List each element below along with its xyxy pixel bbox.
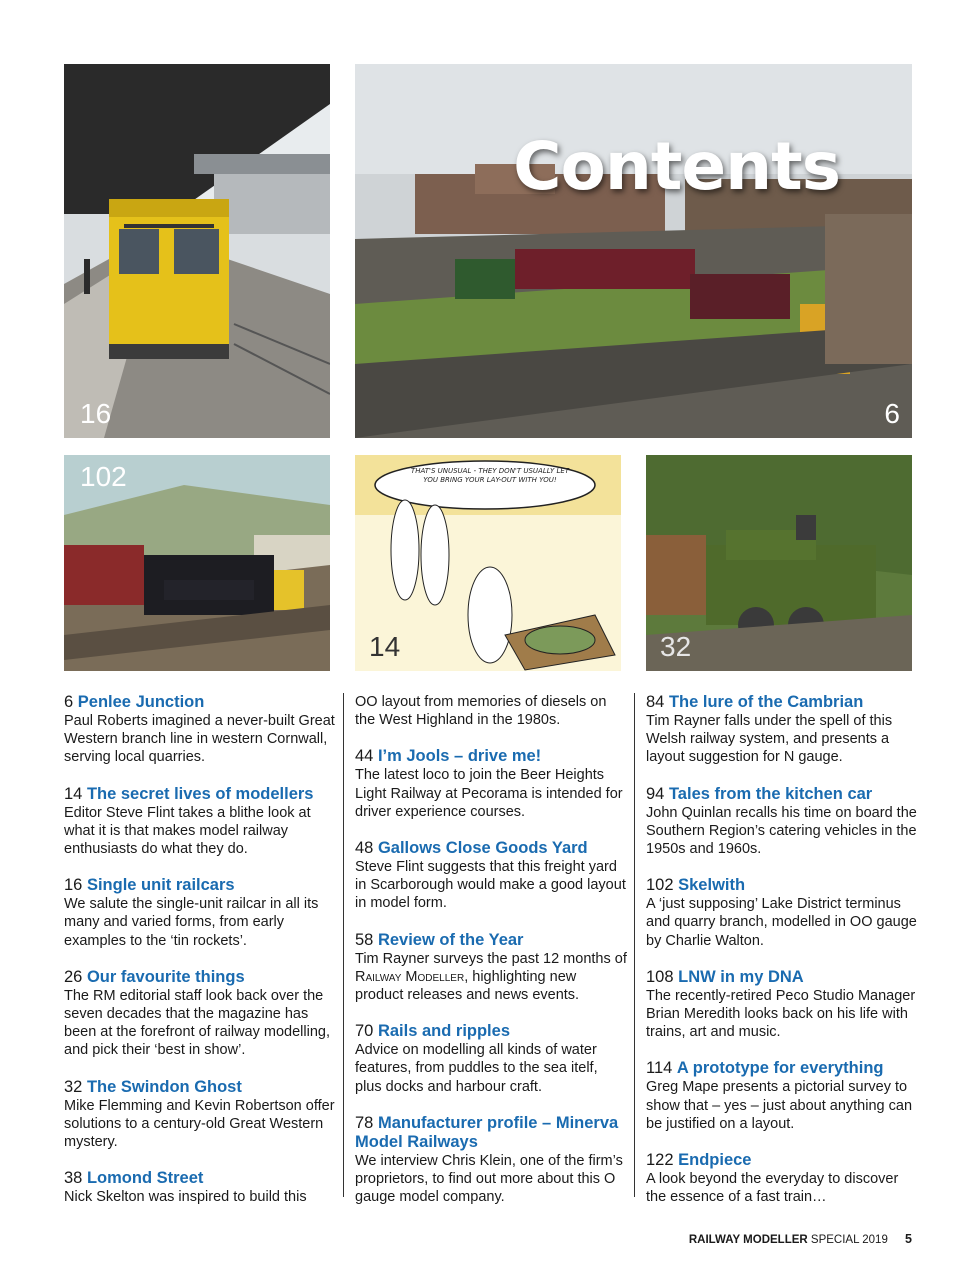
photo-swindon-ghost [646,455,912,671]
contents-entry[interactable] [355,1114,627,1207]
entry-title: Lomond Street [86,1169,204,1188]
contents-entry[interactable] [64,693,336,767]
entry-page: 38 [64,1169,83,1188]
cartoon-caption: THAT'S UNUSUAL - THEY DON'T USUALLY LET YOU BRING YOUR LAY-OUT WITH YOU! [410,467,570,484]
entry-page: 108 [646,967,674,986]
entry-title: The secret lives of modellers [86,784,314,803]
entry-desc: The RM editorial staff look back over the seven decades that the magazine has been at the forefront of railway modelling, and pick their ‘best in show’. [64,987,330,1059]
entry-desc: A ‘just supposing’ Lake District terminus and quarry branch, modelled in OO gauge by Charlie Walton. [646,896,917,949]
entry-title: LNW in my DNA [678,967,804,986]
contents-entry[interactable] [355,839,627,913]
photo-page-number: 32 [660,631,692,662]
entry-title: Penlee Junction [77,693,205,711]
entry-desc: Paul Roberts imagined a never-built Great Western branch line in western Cornwall, serving local quarries. [64,713,335,766]
entry-title: I’m Jools – drive me! [377,747,542,766]
entry-title: Review of the Year [377,930,524,949]
contents-entry[interactable] [64,1169,336,1206]
entry-title: The Swindon Ghost [86,1077,242,1096]
contents-column-1 [64,693,336,1224]
contents-entry[interactable] [64,968,336,1060]
entry-page: 48 [355,839,374,858]
entry-desc [355,950,627,1005]
entry-title: Our favourite things [86,967,245,986]
column-divider [343,693,344,1197]
entry-page: 70 [355,1022,374,1041]
entry-title: Tales from the kitchen car [668,784,873,803]
photo-single-unit-railcar [64,64,330,438]
photo-skelwith [64,455,330,671]
photo-page-number: 16 [80,398,112,429]
photo-cartoon [355,455,621,671]
contents-entry[interactable] [646,1059,918,1133]
entry-desc: A look beyond the everyday to discover the essence of a fast train… [646,1171,899,1206]
footer-page-number: 5 [905,1232,912,1246]
photo-page-number: 14 [369,631,401,662]
entry-page: 102 [646,876,674,895]
footer-issue: SPECIAL 2019 [810,1234,888,1246]
entry-desc: Steve Flint suggests that this freight yard in Scarborough would make a good layout in model form. [355,859,626,912]
entry-title: Skelwith [678,876,746,895]
entry-desc: The latest loco to join the Beer Heights Light Railway at Pecorama is intended for driver experience courses. [355,767,623,820]
contents-entry[interactable] [355,1022,627,1096]
photo-page-number: 102 [80,461,127,492]
entry-title: Endpiece [678,1151,752,1170]
page-title: Contents [513,128,840,205]
entry-desc: Advice on modelling all kinds of water features, from puddles to the sea itelf, plus docks and harbour craft. [355,1042,598,1095]
entry-desc-part: Tim Rayner surveys the past 12 months of [355,950,627,967]
entry-page: 32 [64,1077,83,1096]
contents-entry[interactable] [64,876,336,950]
entry-title: The lure of the Cambrian [668,693,864,711]
entry-desc: Greg Mape presents a pictorial survey to show that – yes – just about anything can be justified on a layout. [646,1079,913,1132]
contents-entry[interactable] [355,747,627,821]
entry-desc-part: , highlighting new product releases and news events. [355,968,580,1004]
page-footer [689,1232,912,1246]
entry-page: 84 [646,693,665,711]
column-divider [634,693,635,1197]
photo-penlee-junction [355,64,912,438]
contents-entry[interactable] [64,1078,336,1152]
entry-page: 58 [355,930,374,949]
entry-desc: Tim Rayner falls under the spell of this Welsh railway system, and presents a layout suggestion for N gauge. [646,713,893,766]
contents-entry[interactable] [646,785,918,859]
contents-entry[interactable] [64,785,336,859]
entry-desc-continued: OO layout from memories of diesels on the West Highland in the 1980s. [355,694,607,729]
contents-entry[interactable] [646,1151,918,1206]
entry-page: 44 [355,747,374,766]
entry-page: 78 [355,1113,374,1132]
contents-entry[interactable] [355,931,627,1005]
entry-desc: Mike Flemming and Kevin Robertson offer solutions to a century-old Great Western mystery. [64,1097,335,1151]
entry-title: Single unit railcars [86,876,235,895]
entry-title: Gallows Close Goods Yard [377,839,588,858]
entry-page: 16 [64,876,83,895]
photo-page-number: 6 [884,398,900,429]
entry-title: Rails and ripples [377,1022,510,1041]
entry-page: 26 [64,967,83,986]
contents-column-2 [355,693,627,1224]
entry-page: 14 [64,784,83,803]
contents-entry[interactable] [646,876,918,950]
entry-desc: The recently-retired Peco Studio Manager Brian Meredith looks back on his life with trains, art and music. [646,987,916,1041]
contents-entry[interactable] [646,968,918,1042]
entry-page: 94 [646,784,665,803]
entry-page: 114 [646,1059,673,1078]
entry-desc: We interview Chris Klein, one of the firm’s proprietors, to find out more about this O gauge model company. [355,1152,623,1206]
entry-title: Manufacturer profile – Minerva Model Railways [355,1113,619,1151]
entry-page: 122 [646,1151,674,1170]
entry-desc: Nick Skelton was inspired to build this [64,1189,307,1206]
magazine-name: Railway Modeller [355,968,465,985]
entry-desc: John Quinlan recalls his time on board the Southern Region’s catering vehicles in the 1950s and 1960s. [646,804,917,858]
entry-title: A prototype for everything [676,1059,884,1078]
entry-desc: We salute the single-unit railcar in all its many and varied forms, from early examples to the ‘tin rockets’. [64,896,319,949]
entry-page: 6 [64,693,74,711]
entry-desc: Editor Steve Flint takes a blithe look at what it is that makes model railway enthusiasts do what they do. [64,804,311,858]
contents-column-3 [646,693,918,1224]
footer-magazine: RAILWAY MODELLER [688,1234,808,1246]
contents-entry[interactable] [646,693,918,767]
